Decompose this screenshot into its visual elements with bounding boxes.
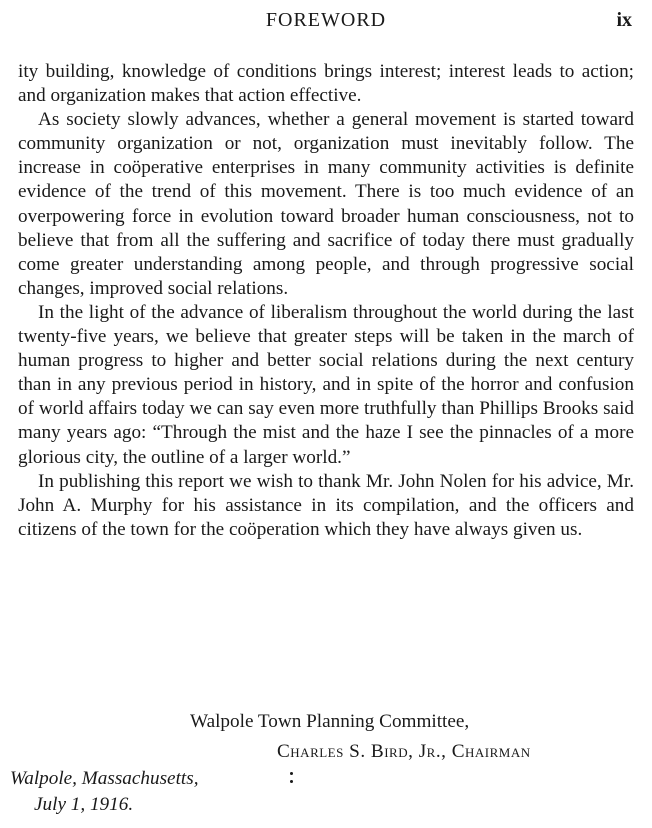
ink-mark — [290, 772, 293, 786]
paragraph-acknowledgements: In publishing this report we wish to thank Mr. John Nolen for his advice, Mr. John A. Murphy for his assistance in its compilation, and the officers and citizens of the town for the coöperation which they have always given us. — [18, 470, 634, 540]
date-line: July 1, 1916. — [34, 794, 134, 815]
page-header — [0, 9, 652, 37]
paragraph-society-advances: As society slowly advances, whether a general movement is started toward community organization or not, organization must inevitably follow. The increase in coöperative enterprises in many community activities is definite evidence of the trend of this movement. There is too much evidence of an overpowering force in evolution toward broader human consciousness, not to believe that from all the suffering and sacrifice of today there must gradually come greater understanding among people, and through progressive social changes, improved social relations. — [18, 109, 634, 299]
place-line: Walpole, Massachusetts, — [10, 768, 199, 789]
page-number: ix — [616, 9, 632, 31]
committee-name: Walpole Town Planning Committee, — [190, 711, 470, 732]
chairman-name: Charles S. Bird, Jr., Chairman — [277, 741, 531, 762]
paragraph-liberalism: In the light of the advance of liberalism throughout the world during the last twenty-five years, we believe that greater steps will be taken in the march of human progress to higher and better social relations during the next century than in any previous period in history, and in spite of the horror and confusion of world affairs today we can say even more truthfully than Phillips Brooks said many years ago: “Through the mist and the haze I see the pinnacles of a more glorious city, the outline of a larger world.” — [18, 301, 634, 468]
running-title: FOREWORD — [265, 9, 387, 31]
paragraph-continuation: ity building, knowledge of conditions brings interest; interest leads to action; and organization makes that action effective. — [18, 61, 634, 107]
body-text — [18, 60, 634, 542]
